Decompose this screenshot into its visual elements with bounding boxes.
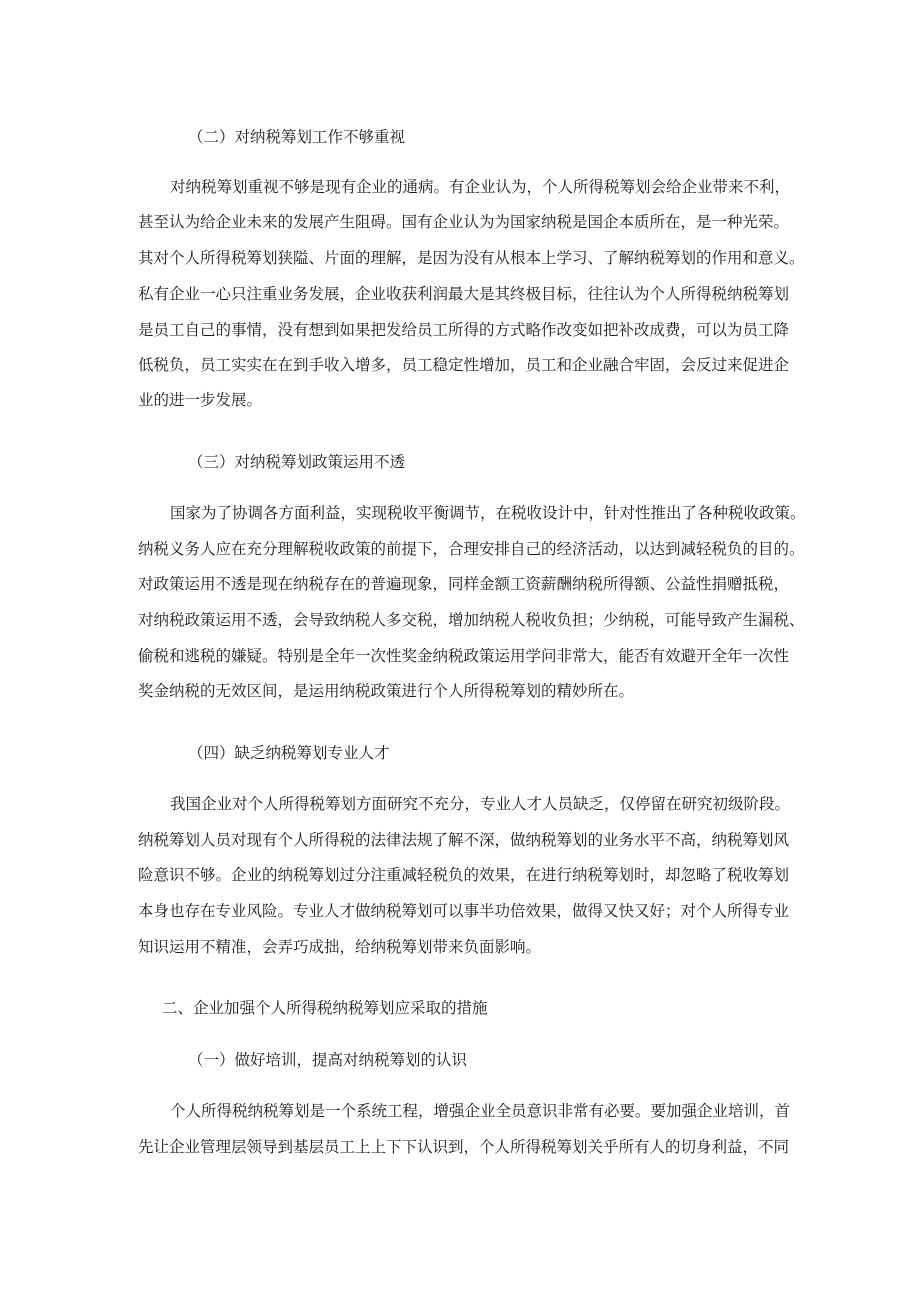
heading-4: （四）缺乏纳税筹划专业人才 — [188, 744, 390, 762]
heading-2: （二）对纳税筹划工作不够重视 — [188, 128, 406, 146]
para-2-line-4: 私有企业一心只注重业务发展，企业收获利润最大是其终极目标，往往认为个人所得税纳税筹划 — [138, 285, 790, 303]
para-3-line-6: 奖金纳税的无效区间，是运用纳税政策进行个人所得税筹划的精妙所在。 — [138, 682, 635, 700]
para-2-line-3: 其对个人所得税筹划狭隘、片面的理解，是因为没有从根本上学习、了解纳税筹划的作用和意义。 — [138, 249, 805, 267]
para-3-line-2: 纳税义务人应在充分理解税收政策的前提下，合理安排自己的经济活动，以达到减轻税负的目的。 — [138, 540, 805, 558]
para-2-line-2: 甚至认为给企业未来的发展产生阻碍。国有企业认为为国家纳税是国企本质所在，是一种光荣。 — [138, 213, 790, 231]
para-4-line-1: 我国企业对个人所得税筹划方面研究不充分，专业人才人员缺乏，仅停留在研究初级阶段。 — [170, 795, 791, 813]
para-2-line-6: 低税负，员工实实在在到手收入增多，员工稳定性增加，员工和企业融合牢固，会反过来促进企 — [138, 356, 790, 374]
para-4-line-5: 知识运用不精准，会弄巧成拙，给纳税筹划带来负面影响。 — [138, 938, 542, 956]
para-4-line-2: 纳税筹划人员对现有个人所得税的法律法规了解不深，做纳税筹划的业务水平不高，纳税筹划风 — [138, 831, 790, 849]
para-s2-1-line-2: 先让企业管理层领导到基层员工上上下下认识到，个人所得税筹划关乎所有人的切身利益，不同 — [138, 1138, 790, 1156]
para-2-line-5: 是员工自己的事情，没有想到如果把发给员工所得的方式略作改变如把补改成费，可以为员工降 — [138, 321, 790, 339]
para-3-line-5: 偷税和逃税的嫌疑。特别是全年一次性奖金纳税政策运用学问非常大，能否有效避开全年一次性 — [138, 647, 790, 665]
para-4-line-3: 险意识不够。企业的纳税筹划过分注重减轻税负的效果，在进行纳税筹划时，却忽略了税收筹划 — [138, 866, 790, 884]
para-4-line-4: 本身也存在专业风险。专业人才做纳税筹划可以事半功倍效果，做得又快又好；对个人所得专业 — [138, 902, 790, 920]
para-3-line-4: 对纳税政策运用不透，会导致纳税人多交税，增加纳税人税收负担；少纳税，可能导致产生漏税、 — [138, 611, 805, 629]
para-2-line-7: 业的进一步发展。 — [138, 391, 263, 409]
para-s2-1-line-1: 个人所得税纳税筹划是一个系统工程，增强企业全员意识非常有必要。要加强企业培训，首 — [170, 1102, 791, 1120]
para-3-line-3: 对政策运用不透是现在纳税存在的普遍现象，同样金额工资薪酬纳税所得额、公益性捐赠抵税， — [138, 575, 790, 593]
para-2-line-1: 对纳税筹划重视不够是现有企业的通病。有企业认为，个人所得税筹划会给企业带来不利， — [170, 178, 791, 196]
heading-3: （三）对纳税筹划政策运用不透 — [188, 453, 406, 471]
section-2-title: 二、企业加强个人所得税纳税筹划应采取的措施 — [162, 999, 488, 1017]
heading-s2-1: （一）做好培训，提高对纳税筹划的认识 — [188, 1051, 468, 1069]
para-3-line-1: 国家为了协调各方面利益，实现税收平衡调节，在税收设计中，针对性推出了各种税收政策。 — [170, 504, 806, 522]
